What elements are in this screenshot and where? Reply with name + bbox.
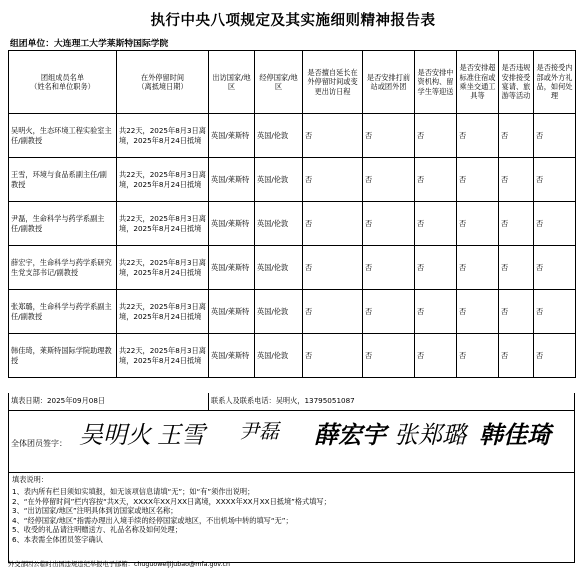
table-row: [9, 290, 576, 334]
column-header: 是否接受内部或外方礼品，如何处理: [534, 51, 576, 114]
stay-cell: 共22天，2025年8月3日离境，2025年8月24日抵境: [117, 114, 209, 158]
transit-cell: 英国/伦敦: [255, 158, 303, 202]
stay-cell: 共22天，2025年8月3日离境，2025年8月24日抵境: [117, 246, 209, 290]
report-email: 外交部因公临时出国违规违纪举报电子邮箱：chuguoweijijubao@mfa.gov.cn: [8, 561, 230, 568]
stay-cell: 共22天，2025年8月3日离境，2025年8月24日抵境: [117, 334, 209, 378]
table-row: [9, 202, 576, 246]
report-title: 执行中央八项规定及其实施细则精神报告表: [150, 13, 436, 29]
answer-cell: 否: [499, 158, 534, 202]
column-header: 是否安排中资机构、留学生等迎送: [415, 51, 457, 114]
member-cell: 王雪，环境与食品系副主任/副教授: [9, 158, 117, 202]
fill-date: 填表日期：2025年09月08日: [11, 396, 106, 405]
country-cell: 英国/莱斯特: [209, 158, 255, 202]
signature-5: 张郑璐: [394, 421, 466, 449]
answer-cell: 否: [457, 246, 499, 290]
signature-6: 韩佳琦: [479, 420, 551, 449]
answer-cell: 否: [303, 158, 363, 202]
answer-cell: 否: [303, 246, 363, 290]
answer-cell: 否: [499, 334, 534, 378]
answer-cell: 否: [457, 114, 499, 158]
transit-cell: 英国/伦敦: [255, 202, 303, 246]
answer-cell: 否: [363, 246, 415, 290]
column-header: 出访国家/地区: [209, 51, 255, 114]
member-cell: 薛宏宇，生命科学与药学系研究生党支部书记/副教授: [9, 246, 117, 290]
answer-cell: 否: [363, 202, 415, 246]
answer-cell: 否: [303, 114, 363, 158]
answer-cell: 否: [499, 290, 534, 334]
country-cell: 英国/莱斯特: [209, 114, 255, 158]
report-table: [8, 50, 576, 378]
stay-cell: 共22天，2025年8月3日离境，2025年8月24日抵境: [117, 158, 209, 202]
answer-cell: 否: [415, 202, 457, 246]
transit-cell: 英国/伦敦: [255, 114, 303, 158]
answer-cell: 否: [534, 334, 576, 378]
column-header: 团组成员名单 （姓名和单位职务）: [9, 51, 117, 114]
answer-cell: 否: [363, 334, 415, 378]
country-cell: 英国/莱斯特: [209, 202, 255, 246]
answer-cell: 否: [534, 114, 576, 158]
transit-cell: 英国/伦敦: [255, 334, 303, 378]
answer-cell: 否: [499, 202, 534, 246]
answer-cell: 否: [415, 290, 457, 334]
organizing-unit: 组团单位：大连理工大学莱斯特国际学院: [10, 39, 169, 49]
instructions-title: 填表说明：: [12, 475, 48, 484]
instruction-item: 3、“出访国家/地区”注明具体到访国家或地区名称；: [12, 506, 178, 515]
answer-cell: 否: [363, 114, 415, 158]
column-header: 是否擅自延长在外停留时间或变更出访日程: [303, 51, 363, 114]
signature-1: 吴明火: [79, 421, 151, 449]
column-header: 经停国家/地区: [255, 51, 303, 114]
member-cell: 尹磊，生命科学与药学系副主任/副教授: [9, 202, 117, 246]
instruction-item: 4、“经停国家/地区”指需办理出入境手续的经停国家或地区，不出机场中转的填写“无”；: [12, 515, 293, 525]
instruction-item: 5、收受的礼品请注明赠送方、礼品名称及如何处理；: [12, 525, 182, 534]
answer-cell: 否: [415, 334, 457, 378]
column-header: 是否安排超标准住宿或乘坐交通工具等: [457, 51, 499, 114]
column-header: 是否安排打前站或团外团: [363, 51, 415, 114]
answer-cell: 否: [457, 158, 499, 202]
answer-cell: 否: [457, 334, 499, 378]
table-row: [9, 114, 576, 158]
contact-info: 联系人及联系电话：吴明火，13795051087: [211, 396, 355, 405]
instruction-item: 1、表内所有栏目须如实填报，如无该项信息请填“无”；如“有”须作出说明；: [12, 487, 255, 496]
signature-4: 薛宏宇: [314, 420, 386, 449]
member-cell: 韩佳琦，莱斯特国际学院助理教授: [9, 334, 117, 378]
answer-cell: 否: [499, 246, 534, 290]
country-cell: 英国/莱斯特: [209, 290, 255, 334]
country-cell: 英国/莱斯特: [209, 334, 255, 378]
transit-cell: 英国/伦敦: [255, 246, 303, 290]
table-row: [9, 246, 576, 290]
answer-cell: 否: [415, 158, 457, 202]
signature-2: 王雪: [157, 421, 205, 449]
answer-cell: 否: [363, 290, 415, 334]
table-row: [9, 334, 576, 378]
answer-cell: 否: [499, 114, 534, 158]
member-cell: 吴明火，生态环境工程实验室主任/副教授: [9, 114, 117, 158]
answer-cell: 否: [303, 334, 363, 378]
stay-cell: 共22天，2025年8月3日离境，2025年8月24日抵境: [117, 202, 209, 246]
answer-cell: 否: [415, 246, 457, 290]
instruction-item: 2、“在外停留时间”栏内容按“共X天，XXXX年XX月XX日离境，XXXX年XX月XX日抵境”格式填写；: [12, 496, 331, 506]
answer-cell: 否: [303, 202, 363, 246]
signature-row: [8, 411, 575, 473]
signature-label: 全体团员签字：: [11, 439, 67, 448]
member-cell: 张郑璐，生命科学与药学系副主任/副教授: [9, 290, 117, 334]
transit-cell: 英国/伦敦: [255, 290, 303, 334]
column-header: 在外停留时间 （离抵境日期）: [117, 51, 209, 114]
instruction-item: 6、本表需全体团员签字确认: [12, 534, 103, 544]
answer-cell: 否: [457, 290, 499, 334]
answer-cell: 否: [534, 290, 576, 334]
fill-info-row: [8, 393, 575, 411]
answer-cell: 否: [457, 202, 499, 246]
answer-cell: 否: [363, 158, 415, 202]
answer-cell: 否: [415, 114, 457, 158]
signature-3: 尹磊: [239, 419, 279, 443]
country-cell: 英国/莱斯特: [209, 246, 255, 290]
stay-cell: 共22天，2025年8月3日离境，2025年8月24日抵境: [117, 290, 209, 334]
instructions: [8, 473, 575, 563]
column-header: 是否违规安排接受宴请、旅游等活动: [499, 51, 534, 114]
answer-cell: 否: [534, 246, 576, 290]
answer-cell: 否: [534, 158, 576, 202]
answer-cell: 否: [303, 290, 363, 334]
table-row: [9, 158, 576, 202]
answer-cell: 否: [534, 202, 576, 246]
